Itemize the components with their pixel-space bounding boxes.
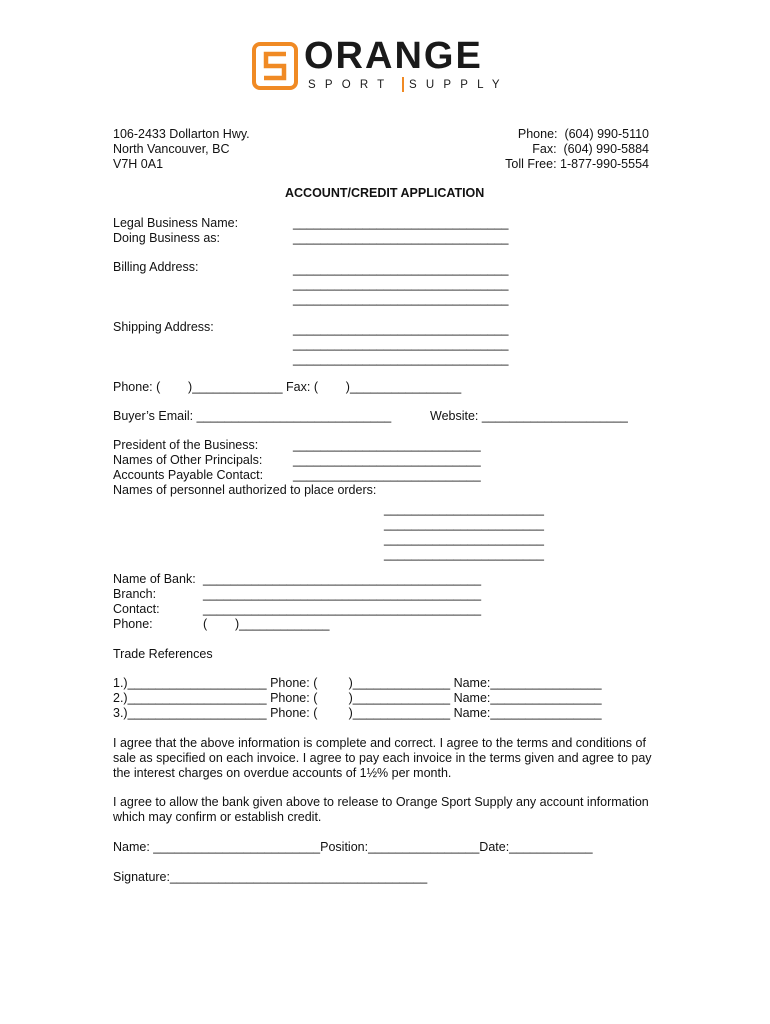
bank-phone-label: Phone:: [113, 617, 153, 631]
president-field[interactable]: ___________________________: [293, 438, 481, 452]
personnel-label: Names of personnel authorized to place orders:: [113, 483, 377, 497]
dba-label: Doing Business as:: [113, 231, 221, 245]
bank-label: Name of Bank:: [113, 572, 196, 586]
agreement-2-line-2: which may confirm or establish credit.: [113, 810, 322, 824]
billing-field-1[interactable]: _______________________________: [293, 262, 509, 276]
branch-label: Branch:: [113, 587, 157, 601]
website-field[interactable]: Website: _____________________: [430, 409, 628, 423]
dba-field[interactable]: _______________________________: [293, 231, 509, 245]
company-logo: [252, 35, 522, 96]
trade-references-heading: Trade References: [113, 647, 213, 661]
buyer-email-field[interactable]: Buyer’s Email: ____________________________: [113, 409, 392, 423]
form-title: ACCOUNT/CREDIT APPLICATION: [285, 186, 485, 200]
trade-reference-2[interactable]: 2.)____________________ Phone: ( )______________ Name:________________: [113, 691, 602, 705]
shipping-field-1[interactable]: _______________________________: [293, 322, 509, 336]
contact-fax: Fax: (604) 990-5884: [532, 142, 649, 156]
personnel-field-3[interactable]: _______________________: [384, 532, 544, 546]
bank-contact-field[interactable]: ________________________________________: [203, 602, 482, 616]
brand-separator: [402, 77, 404, 92]
shipping-field-3[interactable]: _______________________________: [293, 352, 509, 366]
agreement-1-line-3: the interest charges on overdue accounts of 1½% per month.: [113, 766, 452, 780]
contact-tollfree: Toll Free: 1-877-990-5554: [505, 157, 649, 171]
ap-contact-field[interactable]: ___________________________: [293, 468, 481, 482]
principals-label: Names of Other Principals:: [113, 453, 263, 467]
personnel-field-2[interactable]: _______________________: [384, 517, 544, 531]
president-label: President of the Business:: [113, 438, 259, 452]
address-line-2: North Vancouver, BC: [113, 142, 230, 156]
address-line-3: V7H 0A1: [113, 157, 164, 171]
contact-phone: Phone: (604) 990-5110: [517, 127, 649, 141]
brand-name: ORANGE: [304, 35, 483, 77]
ap-contact-label: Accounts Payable Contact:: [113, 468, 264, 482]
personnel-field-4[interactable]: _______________________: [384, 547, 544, 561]
bank-contact-label: Contact:: [113, 602, 160, 616]
name-position-date-fields[interactable]: Name: ________________________Position:________________Date:____________: [113, 840, 593, 854]
trade-reference-1[interactable]: 1.)____________________ Phone: ( )______________ Name:________________: [113, 676, 602, 690]
legal-name-label: Legal Business Name:: [113, 216, 239, 230]
agreement-1-line-2: sale as specified on each invoice. I agree to pay each invoice in the terms given and agree to pay: [113, 751, 652, 765]
agreement-1-line-1: I agree that the above information is complete and correct. I agree to the terms and conditions of: [113, 736, 646, 750]
bank-phone-field[interactable]: ( )_____________: [203, 617, 330, 631]
shipping-label: Shipping Address:: [113, 320, 214, 334]
phone-fax-fields[interactable]: Phone: ( )_____________ Fax: ( )________________: [113, 380, 462, 394]
billing-field-2[interactable]: _______________________________: [293, 277, 509, 291]
trade-reference-3[interactable]: 3.)____________________ Phone: ( )______________ Name:________________: [113, 706, 602, 720]
signature-field[interactable]: Signature:_____________________________________: [113, 870, 428, 884]
bank-field[interactable]: ________________________________________: [203, 572, 482, 586]
brand-tagline-sport: SPORT: [308, 79, 394, 91]
agreement-2-line-1: I agree to allow the bank given above to release to Orange Sport Supply any account information: [113, 795, 649, 809]
orange-logo-icon: [252, 42, 298, 90]
personnel-field-1[interactable]: _______________________: [384, 502, 544, 516]
address-line-1: 106-2433 Dollarton Hwy.: [113, 127, 250, 141]
shipping-field-2[interactable]: _______________________________: [293, 337, 509, 351]
brand-tagline-supply: SUPPLY: [409, 79, 509, 91]
legal-name-field[interactable]: _______________________________: [293, 216, 509, 230]
principals-field[interactable]: ___________________________: [293, 453, 481, 467]
billing-label: Billing Address:: [113, 260, 199, 274]
billing-field-3[interactable]: _______________________________: [293, 292, 509, 306]
branch-field[interactable]: ________________________________________: [203, 587, 482, 601]
